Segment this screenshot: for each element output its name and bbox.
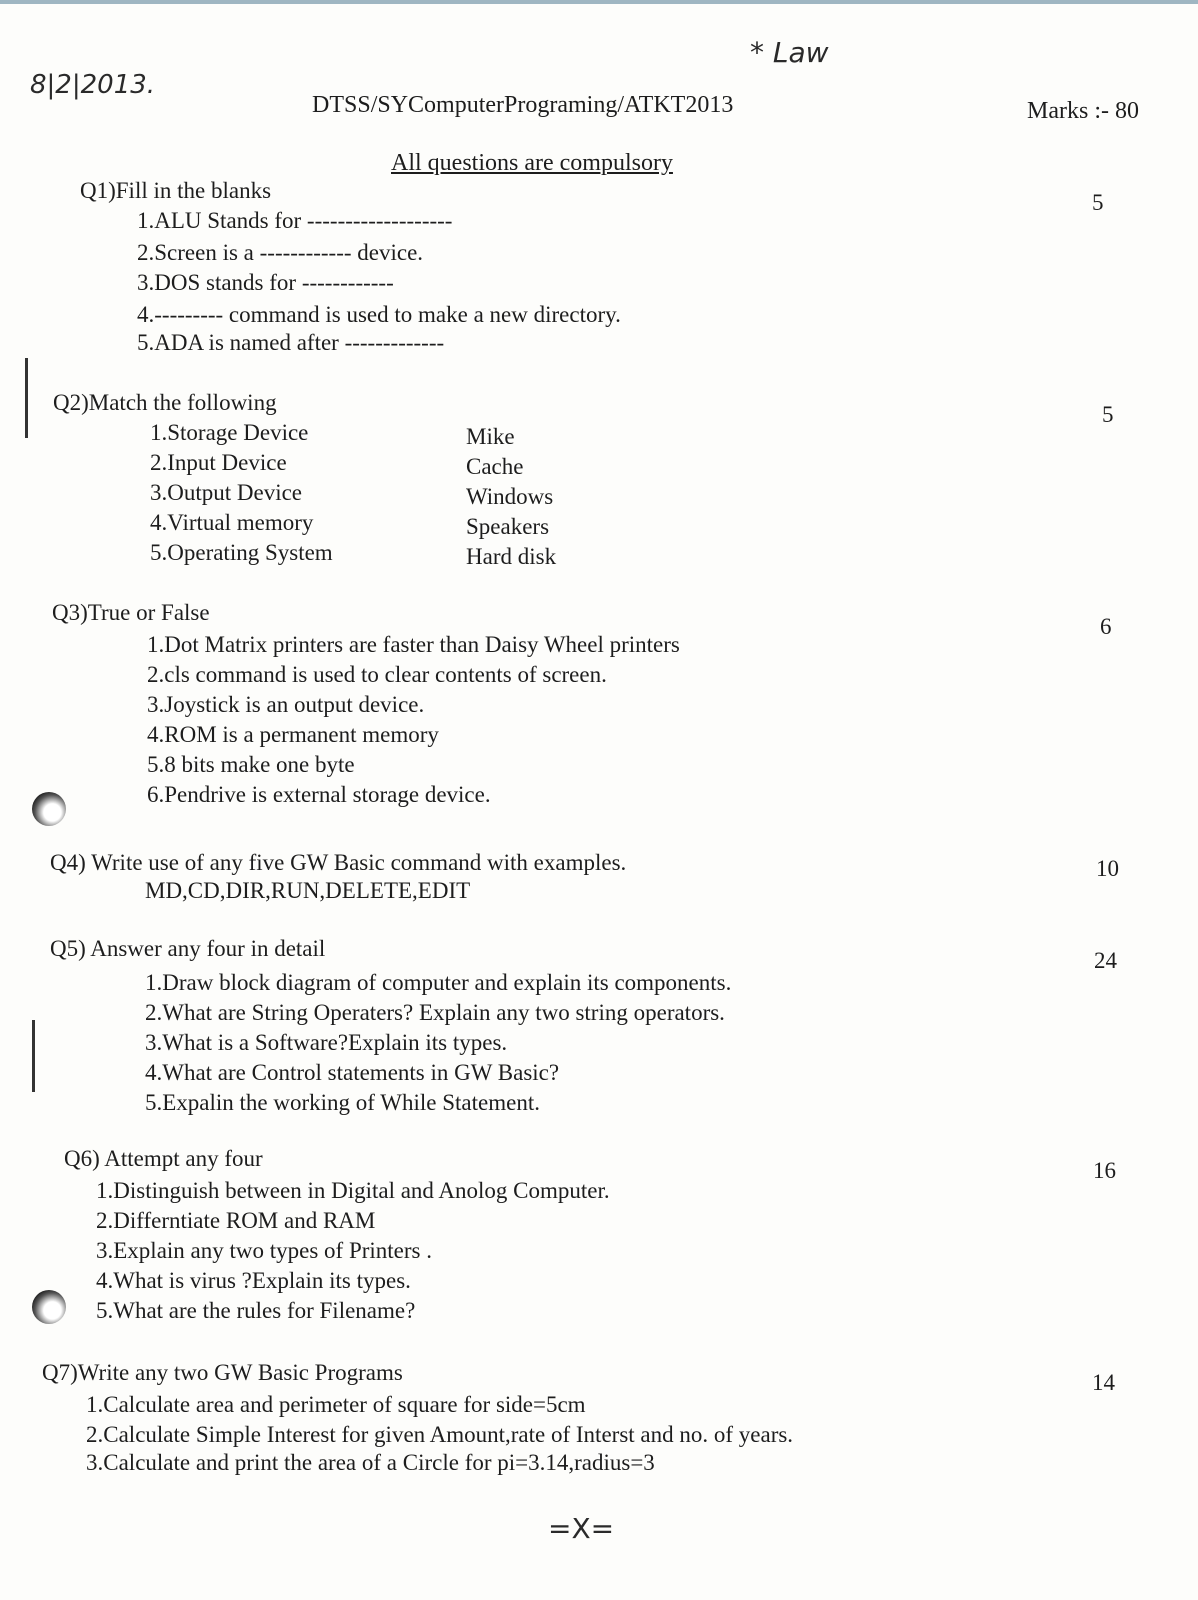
match-right: Speakers [466, 514, 550, 539]
question-title: Q7)Write any two GW Basic Programs [42, 1360, 403, 1385]
match-left: 4.Virtual memory [150, 510, 314, 535]
question-item: 4.ROM is a permanent memory [147, 722, 439, 747]
question-item: 5.What are the rules for Filename? [96, 1298, 416, 1323]
margin-mark [32, 1020, 35, 1092]
question-item: 2.Screen is a ------------ device. [137, 240, 424, 265]
question-item: 5.ADA is named after ------------- [137, 330, 445, 355]
question-item: 3.Calculate and print the area of a Circle for pi=3.14,radius=3 [86, 1450, 655, 1475]
question-item: 1.ALU Stands for ------------------- [137, 208, 453, 233]
question-item: 1.Draw block diagram of computer and explain its components. [145, 970, 732, 995]
question-item: MD,CD,DIR,RUN,DELETE,EDIT [145, 878, 471, 903]
question-item: 1.Distinguish between in Digital and Anolog Computer. [96, 1178, 610, 1203]
question-item: 2.cls command is used to clear contents of screen. [147, 662, 607, 687]
question-marks: 6 [1100, 614, 1112, 639]
match-right: Windows [466, 484, 554, 509]
question-title: Q2)Match the following [53, 390, 277, 415]
question-item: 5.Expalin the working of While Statement. [145, 1090, 540, 1115]
question-item: 4.What are Control statements in GW Basic? [145, 1060, 560, 1085]
question-item: 3.What is a Software?Explain its types. [145, 1030, 508, 1055]
paper-code: DTSS/SYComputerPrograming/ATKT2013 [312, 92, 734, 118]
match-left: 1.Storage Device [150, 420, 309, 445]
question-item: 4.What is virus ?Explain its types. [96, 1268, 411, 1293]
handwritten-date: 8|2|2013. [30, 70, 156, 100]
instruction: All questions are compulsory [391, 150, 673, 176]
match-left: 5.Operating System [150, 540, 333, 565]
scan-edge [0, 0, 1198, 4]
question-marks: 24 [1094, 948, 1117, 973]
punch-hole [32, 1290, 66, 1324]
question-marks: 14 [1092, 1370, 1115, 1395]
question-item: 1.Dot Matrix printers are faster than Daisy Wheel printers [147, 632, 680, 657]
question-title: Q6) Attempt any four [64, 1146, 263, 1171]
question-item: 1.Calculate area and perimeter of square for side=5cm [86, 1392, 586, 1417]
question-marks: 5 [1092, 190, 1104, 215]
match-left: 2.Input Device [150, 450, 287, 475]
question-item: 2.Differntiate ROM and RAM [96, 1208, 376, 1233]
question-item: 3.DOS stands for ------------ [137, 270, 394, 295]
question-title: Q4) Write use of any five GW Basic command with examples. [50, 850, 627, 875]
punch-hole [32, 792, 66, 826]
question-title: Q3)True or False [52, 600, 210, 625]
total-marks: Marks :- 80 [1027, 98, 1139, 124]
question-item: 5.8 bits make one byte [147, 752, 355, 777]
question-marks: 10 [1096, 856, 1119, 881]
question-item: 2.Calculate Simple Interest for given Amount,rate of Interst and no. of years. [86, 1422, 794, 1447]
question-title: Q1)Fill in the blanks [80, 178, 272, 203]
match-left: 3.Output Device [150, 480, 303, 505]
question-marks: 5 [1102, 402, 1114, 427]
margin-mark [25, 358, 28, 438]
question-item: 2.What are String Operaters? Explain any two string operators. [145, 1000, 725, 1025]
question-item: 4.--------- command is used to make a new directory. [137, 302, 621, 327]
question-item: 6.Pendrive is external storage device. [147, 782, 491, 807]
match-right: Hard disk [466, 544, 557, 569]
handwritten-end-mark: =X= [548, 1512, 615, 1545]
question-marks: 16 [1093, 1158, 1116, 1183]
question-item: 3.Joystick is an output device. [147, 692, 425, 717]
match-right: Cache [466, 454, 524, 479]
match-right: Mike [466, 424, 515, 449]
handwritten-name: * Law [750, 36, 829, 69]
question-item: 3.Explain any two types of Printers . [96, 1238, 433, 1263]
question-title: Q5) Answer any four in detail [50, 936, 326, 961]
